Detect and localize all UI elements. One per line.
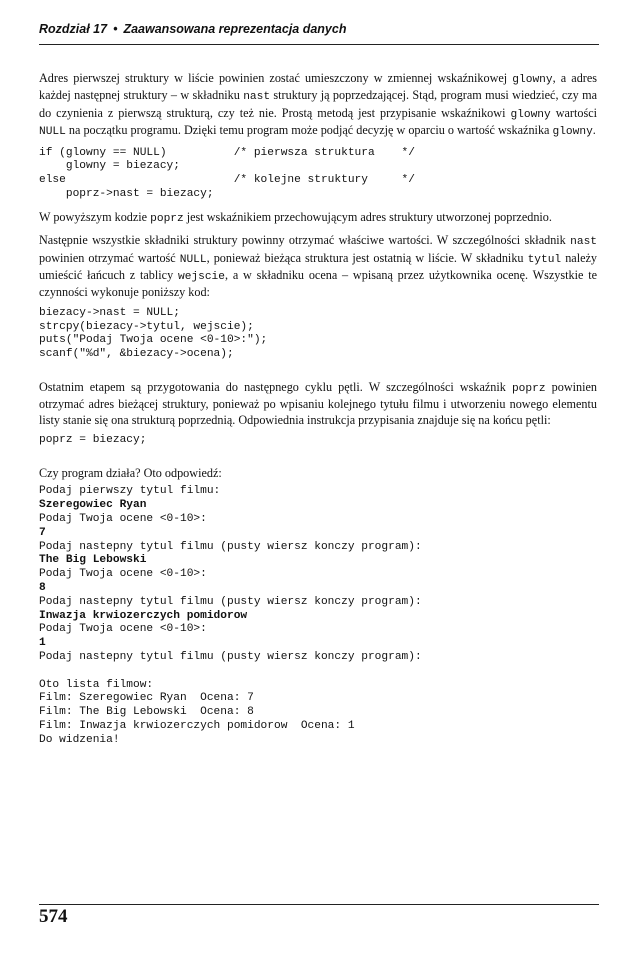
inline-code: glowny: [510, 108, 551, 121]
text-run: , ponieważ bieżąca struktura jest ostatnią w liście. W składniku: [206, 250, 528, 265]
text-run: powinien otrzymać adres bieżącej struktury, ponieważ po wpisaniu kolejnego tytułu filmu i utworzeniu nowego elementu listy stanie się ona strukturą poprzednią. Odpowiednia instrukcja przypisania znajduje się na końcu pętli:: [39, 380, 597, 427]
page-number: 574: [39, 906, 68, 927]
code-block-2: biezacy->nast = NULL; strcpy(biezacy->tytul, wejscie); puts("Podaj Twoja ocene <0-10>:"); scanf("%d", &biezacy->ocena);: [39, 306, 268, 361]
output-user-input: Inwazja krwiozerczych pomidorow: [39, 609, 248, 622]
code-block-3: poprz = biezacy;: [39, 434, 147, 447]
inline-code: glowny: [552, 126, 593, 139]
output-line: Podaj nastepny tytul filmu (pusty wiersz konczy program):: [39, 595, 422, 608]
output-user-input: 1: [39, 637, 46, 650]
inline-code: glowny: [512, 74, 553, 86]
inline-code: nast: [570, 236, 597, 249]
text-run: wartości: [550, 105, 597, 120]
output-user-input: 7: [39, 526, 46, 539]
text-run: .: [592, 123, 596, 138]
paragraph-5: Czy program działa? Oto odpowiedź:: [39, 466, 222, 481]
output-line: Oto lista filmow:: [39, 678, 154, 691]
inline-code: NULL: [179, 253, 207, 266]
output-user-input: The Big Lebowski: [39, 554, 147, 567]
spacer: [39, 456, 597, 466]
output-line: Podaj Twoja ocene <0-10>:: [39, 513, 207, 526]
output-user-input: 8: [39, 582, 46, 595]
output-line: Do widzenia!: [39, 733, 120, 746]
footer-rule: [39, 904, 599, 905]
chapter-title: Zaawansowana reprezentacja danych: [123, 22, 347, 36]
text-run: Adres pierwszej struktury w liście powinien zostać umieszczony w zmiennej wskaźnikowej: [39, 71, 513, 85]
paragraph-4: [39, 380, 597, 428]
page-body: [39, 71, 597, 756]
code-block-1: if (glowny == NULL) /* pierwsza struktura */ glowny = biezacy; else /* kolejne struktury */ poprz->nast = biezacy;: [39, 146, 415, 201]
text-run: struktury ją poprzedzającej. Stąd, program musi wiedzieć, czy ma do czynienia z pierwszą strukturą, czy też nie. Prostą metodą jest przypisanie wskaźnikowi: [39, 88, 597, 120]
text-run: powinien otrzymać wartość: [39, 250, 180, 265]
header-separator: •: [113, 22, 118, 36]
running-header: [39, 22, 346, 36]
output-line: Film: Inwazja krwiozerczych pomidorow Ocena: 1: [39, 720, 355, 732]
inline-code: nast: [243, 91, 271, 104]
text-run: W powyższym kodzie: [39, 209, 151, 224]
program-output: [39, 485, 597, 747]
text-run: jest wskaźnikiem przechowującym adres struktury utworzonej poprzednio.: [183, 209, 552, 224]
output-line: Podaj pierwszy tytul filmu:: [39, 485, 221, 498]
inline-code: poprz: [511, 383, 546, 396]
output-line: Podaj nastepny tytul filmu (pusty wiersz konczy program):: [39, 651, 422, 664]
text-run: należy umieścić łańcuch z tablicy: [39, 250, 597, 283]
output-line: Podaj nastepny tytul filmu (pusty wiersz konczy program):: [39, 540, 422, 553]
text-run: , a adres każdej następnej struktury – w składniku: [39, 71, 598, 103]
header-rule: [39, 44, 599, 45]
spacer: [39, 370, 597, 380]
output-line: Film: The Big Lebowski Ocena: 8: [39, 706, 254, 719]
text-run: , a w składniku ocena – wpisaną przez użytkownika ocenę. Wszystkie te czynności wykonuje poniższy kod:: [39, 268, 597, 300]
inline-code: NULL: [39, 126, 66, 139]
inline-code: tytul: [527, 253, 562, 266]
output-line: Podaj Twoja ocene <0-10>:: [39, 568, 207, 581]
output-line: Podaj Twoja ocene <0-10>:: [39, 623, 207, 636]
chapter-label: Rozdział 17: [39, 22, 108, 36]
output-user-input: Szeregowiec Ryan: [39, 499, 147, 512]
paragraph-1: [39, 71, 597, 141]
text-run: Ostatnim etapem są przygotowania do następnego cyklu pętli. W szczególności wskaźnik: [39, 380, 512, 395]
paragraph-2: [39, 210, 597, 227]
output-line: Film: Szeregowiec Ryan Ocena: 7: [39, 692, 254, 705]
inline-code: wejscie: [177, 271, 225, 284]
paragraph-3: [39, 233, 597, 301]
text-run: Następnie wszystkie składniki struktury powinny otrzymać właściwe wartości. W szczególności składnik: [39, 233, 571, 248]
text-run: na początku programu. Dzięki temu program może podjąć decyzję w oparciu o wartość wskaźnika: [65, 123, 553, 138]
inline-code: poprz: [150, 212, 184, 225]
